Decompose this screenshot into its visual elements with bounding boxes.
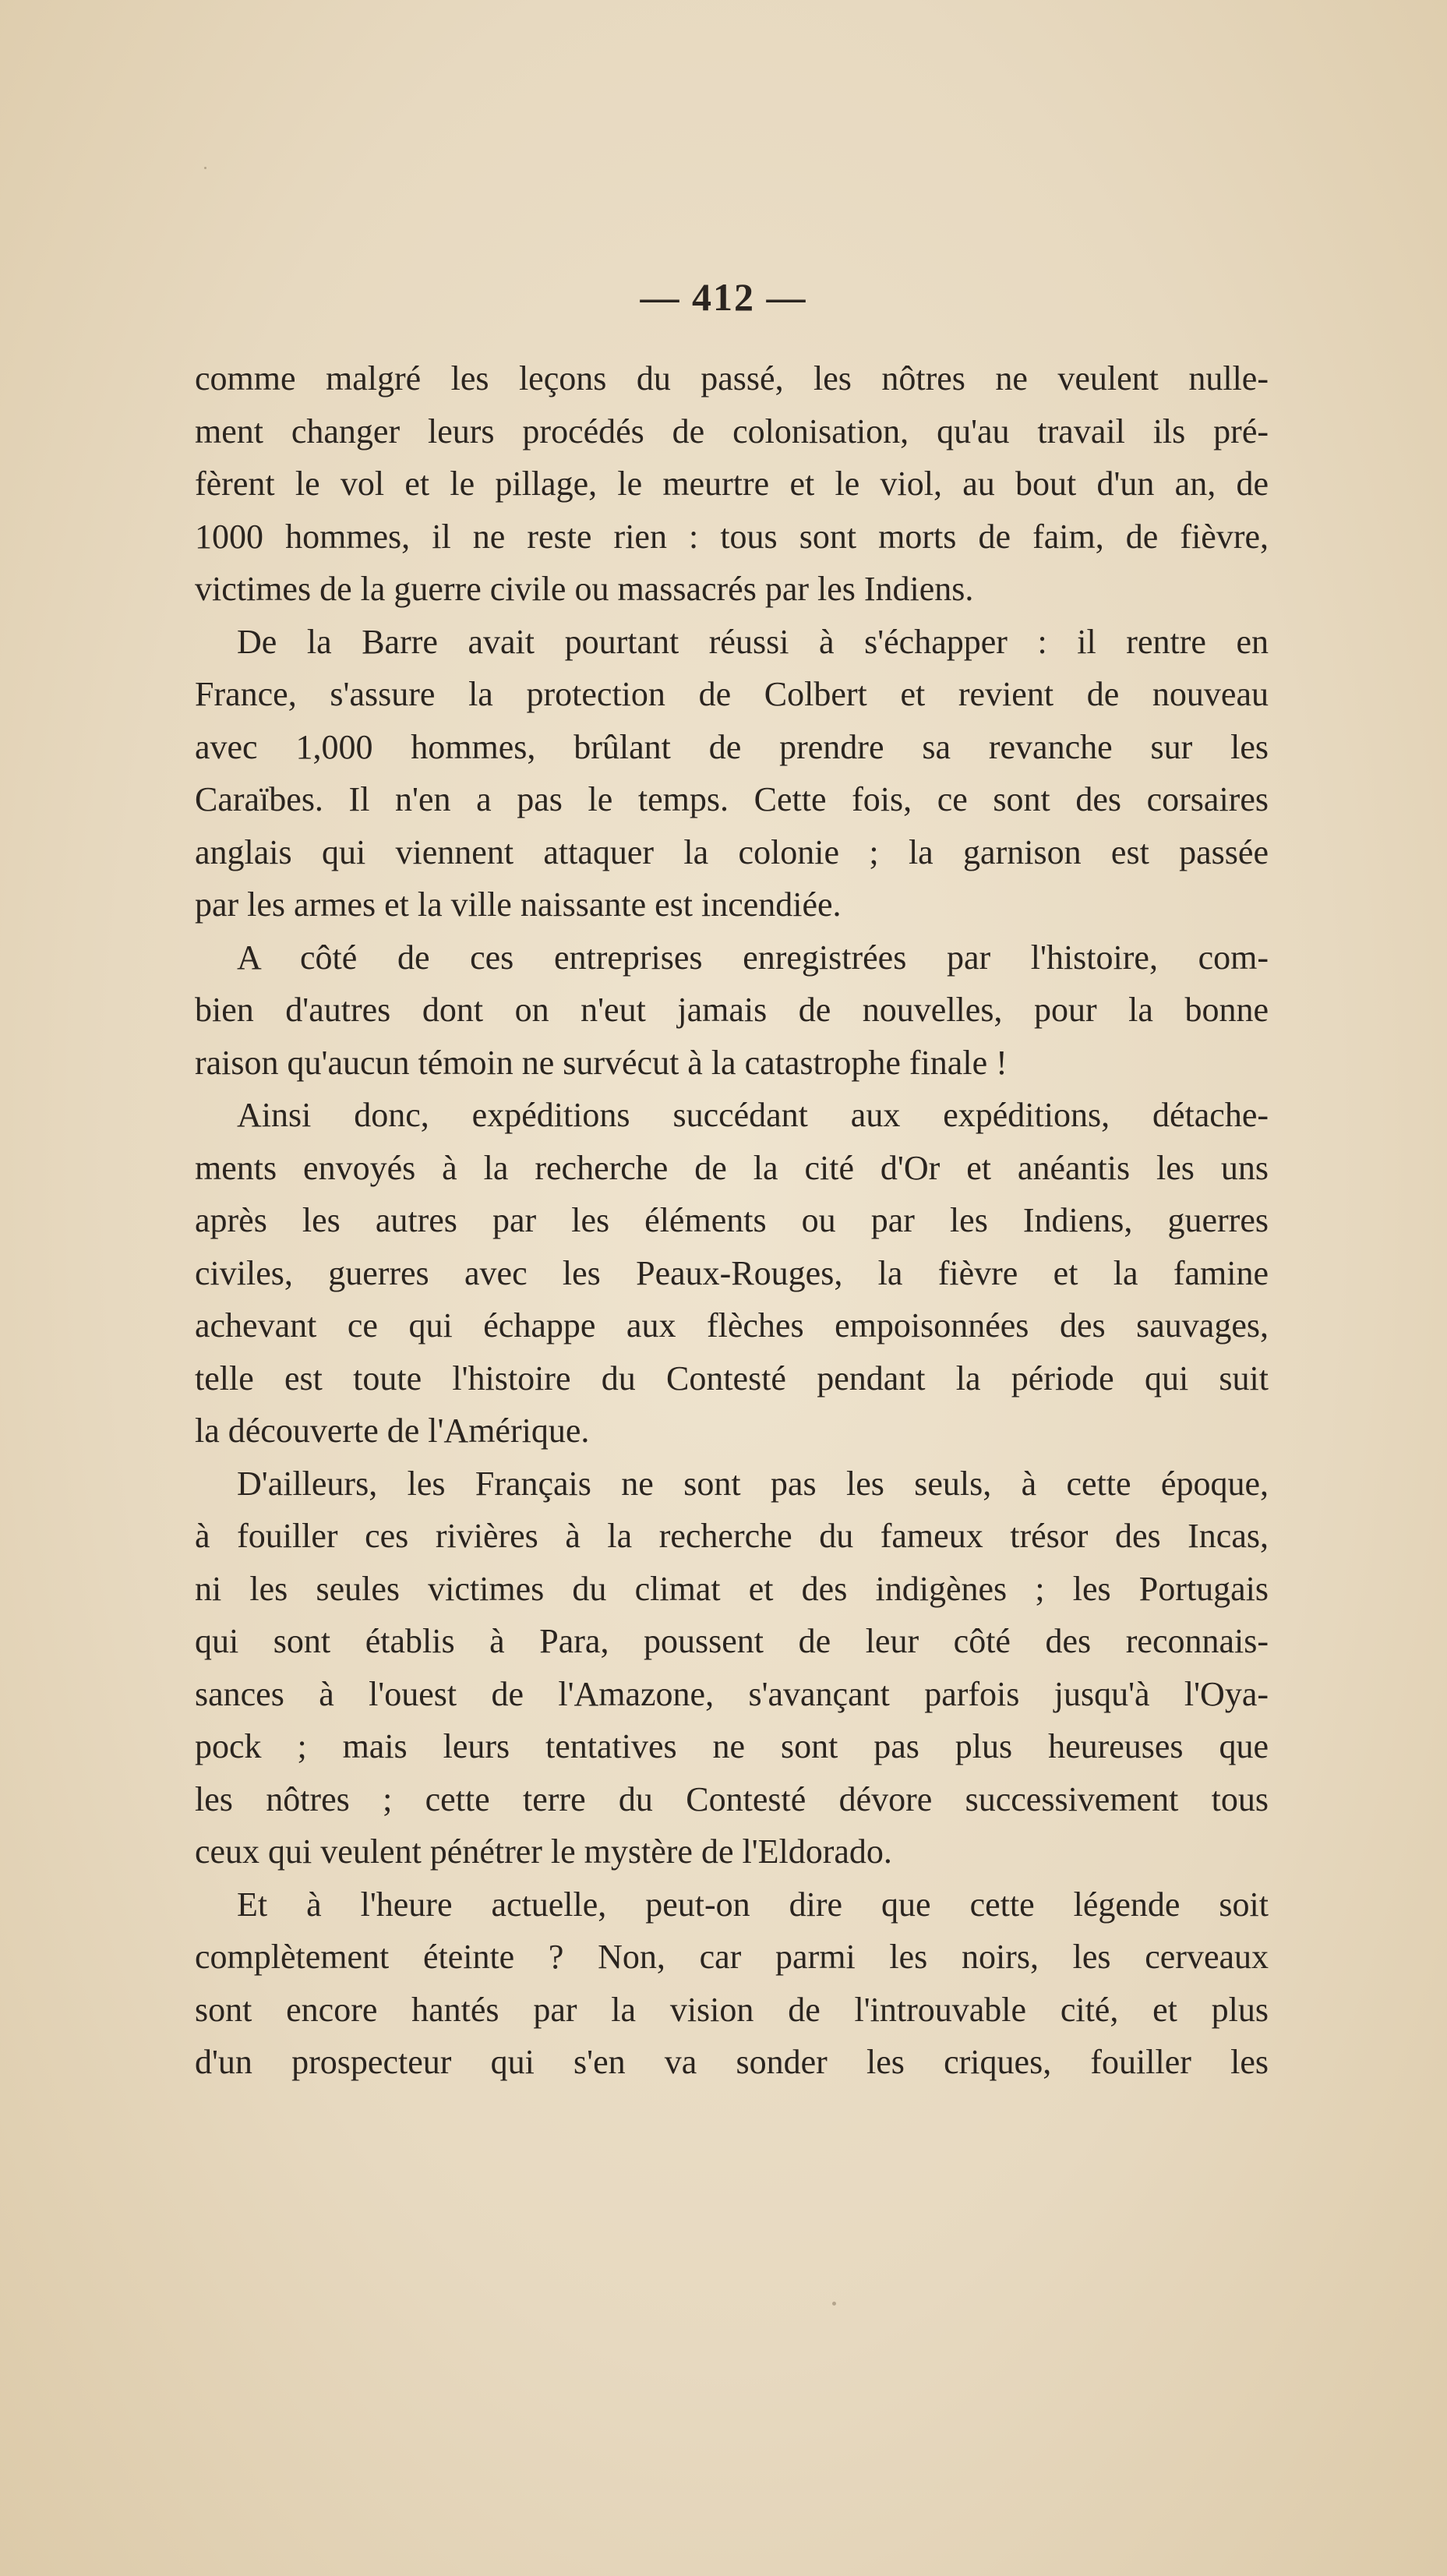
text-line: 1000 hommes, il ne reste rien : tous sont morts de faim, de fièvre, (195, 517, 1269, 556)
text-line: De la Barre avait pourtant réussi à s'échapper : il rentre en (237, 622, 1269, 661)
text-line: telle est toute l'histoire du Contesté pendant la période qui suit (195, 1359, 1269, 1398)
text-line: complètement éteinte ? Non, car parmi les noirs, les cerveaux (195, 1938, 1269, 1976)
text-line: pock ; mais leurs tentatives ne sont pas plus heureuses que (195, 1727, 1269, 1765)
paragraph-2 (195, 616, 1269, 931)
text-line: à fouiller ces rivières à la recherche du fameux trésor des Incas, (195, 1517, 1269, 1555)
text-line: comme malgré les leçons du passé, les nôtres ne veulent nulle- (195, 359, 1269, 398)
paper-speck (832, 2302, 836, 2306)
text-line: sances à l'ouest de l'Amazone, s'avançant parfois jusqu'à l'Oya- (195, 1674, 1269, 1713)
paragraph-1 (195, 352, 1269, 616)
paragraph-4 (195, 1089, 1269, 1458)
text-line: A côté de ces entreprises enregistrées par l'histoire, com- (237, 938, 1269, 977)
text-line: Caraïbes. Il n'en a pas le temps. Cette fois, ce sont des corsaires (195, 780, 1269, 818)
text-line: ment changer leurs procédés de colonisation, qu'au travail ils pré- (195, 412, 1269, 451)
text-line: fèrent le vol et le pillage, le meurtre et le viol, au bout d'un an, de (195, 465, 1269, 503)
text-line: France, s'assure la protection de Colbert et revient de nouveau (195, 675, 1269, 713)
body-text (195, 352, 1269, 2089)
text-line: D'ailleurs, les Français ne sont pas les seuls, à cette époque, (237, 1464, 1269, 1503)
text-line: Ainsi donc, expéditions succédant aux expéditions, détache- (237, 1096, 1269, 1134)
text-line: achevant ce qui échappe aux flèches empoisonnées des sauvages, (195, 1306, 1269, 1345)
text-line: civiles, guerres avec les Peaux-Rouges, la fièvre et la famine (195, 1253, 1269, 1292)
text-line: Et à l'heure actuelle, peut-on dire que cette légende soit (237, 1885, 1269, 1924)
text-line: victimes de la guerre civile ou massacrés par les Indiens. (195, 570, 974, 608)
paragraph-3 (195, 931, 1269, 1090)
text-line: raison qu'aucun témoin ne survécut à la catastrophe finale ! (195, 1043, 1008, 1082)
text-line: la découverte de l'Amérique. (195, 1412, 590, 1450)
text-line: d'un prospecteur qui s'en va sonder les criques, fouiller les (195, 2043, 1269, 2081)
text-line: les nôtres ; cette terre du Contesté dévore successivement tous (195, 1779, 1269, 1818)
text-line: par les armes et la ville naissante est incendiée. (195, 885, 842, 924)
text-line: ments envoyés à la recherche de la cité d'Or et anéantis les uns (195, 1148, 1269, 1187)
text-line: anglais qui viennent attaquer la colonie ; la garnison est passée (195, 832, 1269, 871)
text-line: ni les seules victimes du climat et des indigènes ; les Portugais (195, 1569, 1269, 1608)
text-line: qui sont établis à Para, poussent de leur côté des reconnais- (195, 1622, 1269, 1660)
text-line: avec 1,000 hommes, brûlant de prendre sa revanche sur les (195, 727, 1269, 766)
text-line: après les autres par les éléments ou par les Indiens, guerres (195, 1201, 1269, 1239)
paragraph-5 (195, 1458, 1269, 1878)
text-line: ceux qui veulent pénétrer le mystère de l'Eldorado. (195, 1832, 892, 1871)
text-line: bien d'autres dont on n'eut jamais de nouvelles, pour la bonne (195, 991, 1269, 1029)
paragraph-6 (195, 1878, 1269, 2089)
text-line: sont encore hantés par la vision de l'introuvable cité, et plus (195, 1990, 1269, 2029)
page-number: — 412 — (640, 275, 807, 319)
paper-speck (204, 167, 206, 169)
